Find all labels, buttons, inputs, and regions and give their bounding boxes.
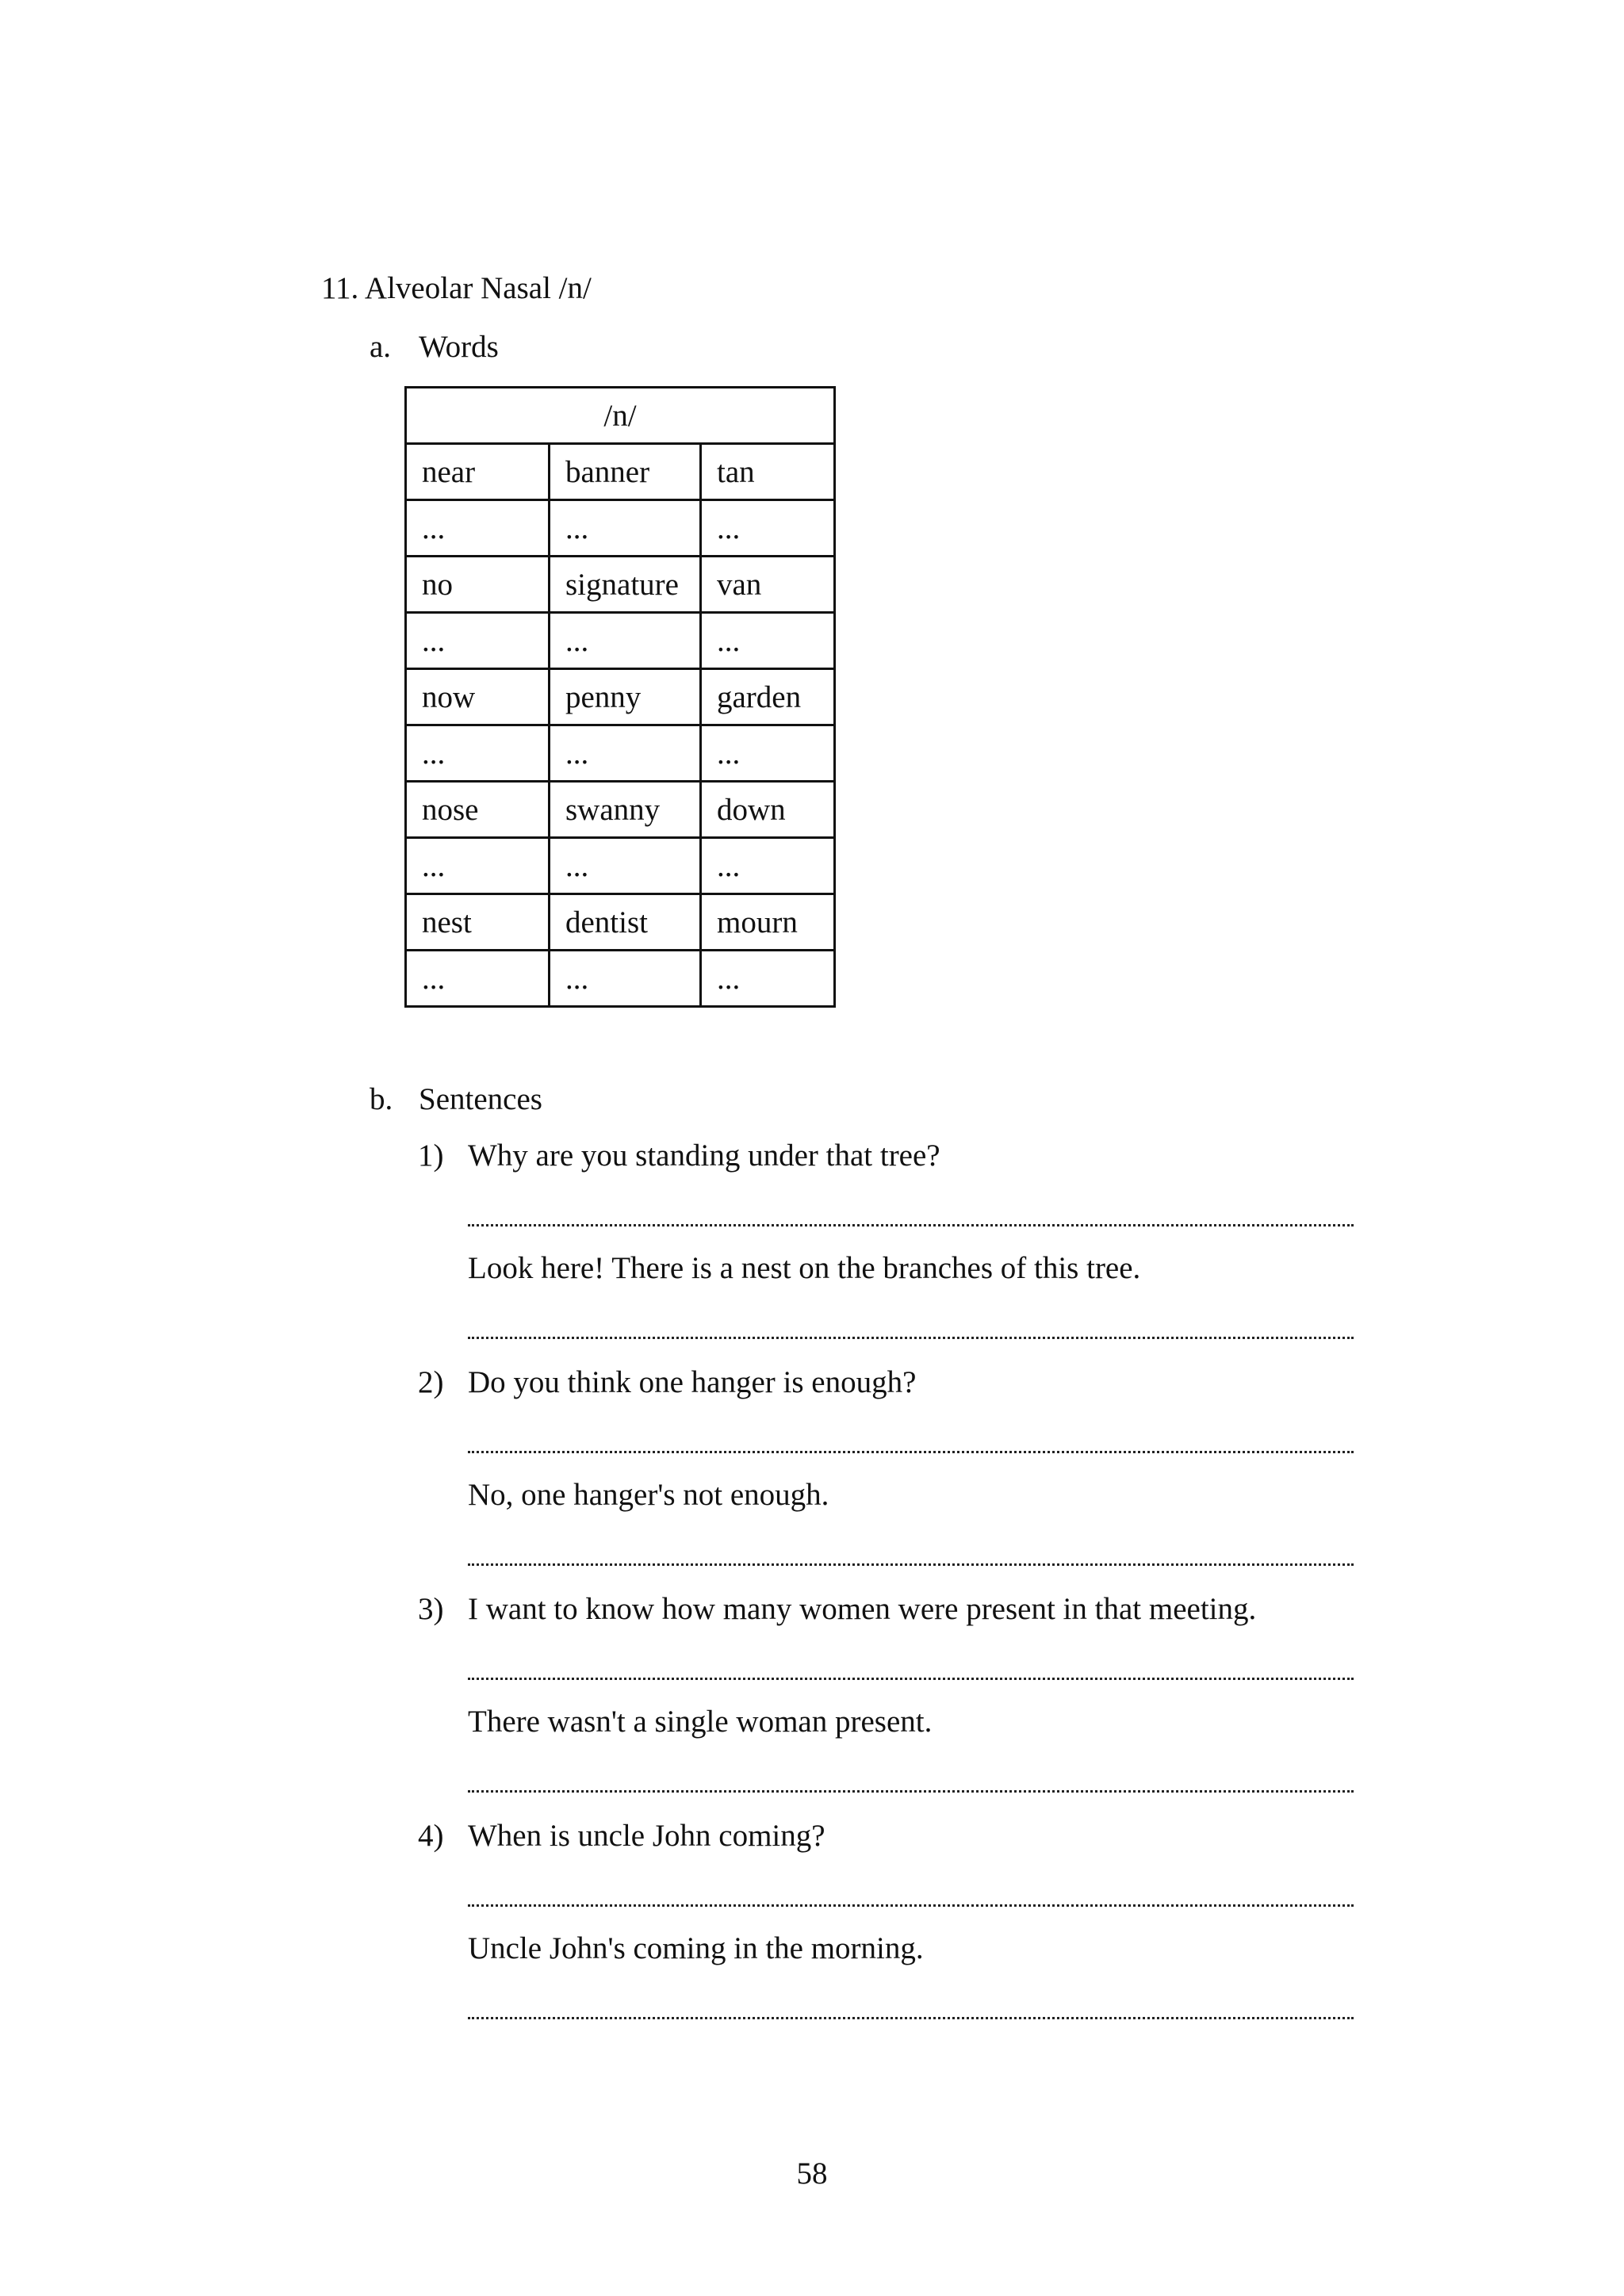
table-cell: no [406,557,550,613]
table-cell: near [406,444,550,500]
table-cell: ... [701,951,835,1007]
table-cell: ... [701,725,835,782]
table-row [406,838,835,894]
table-cell: tan [701,444,835,500]
question-text: I want to know how many women were present in that meeting. [468,1592,1257,1626]
answer-text: Uncle John's coming in the morning. [468,1931,924,1965]
sentences-marker: b. [370,1082,393,1116]
answer-text: There wasn't a single woman present. [468,1705,933,1739]
section-title [321,265,592,312]
sentences-heading [370,1076,542,1123]
table-row [406,557,835,613]
table-cell: ... [406,725,550,782]
table-row [406,500,835,557]
table-cell: swanny [550,782,701,838]
exercise-number: 4) [418,1819,444,1853]
table-row [406,725,835,782]
table-row [406,782,835,838]
words-marker: a. [370,330,392,364]
question-text: When is uncle John coming? [468,1819,825,1853]
table-header: /n/ [406,388,835,444]
table-cell: ... [406,838,550,894]
table-cell: down [701,782,835,838]
answer-line [468,1904,1354,1907]
table-cell: now [406,669,550,725]
table-cell: ... [701,500,835,557]
exercise-number: 1) [418,1138,444,1173]
question-text: Do you think one hanger is enough? [468,1365,917,1399]
table-cell: ... [701,838,835,894]
table-cell: ... [550,725,701,782]
table-cell: penny [550,669,701,725]
table-row [406,444,835,500]
page-number: 58 [796,2156,828,2191]
exercise-number: 2) [418,1365,444,1399]
table-row [406,613,835,669]
table-cell: ... [550,838,701,894]
section-number: 11. [321,271,359,305]
table-cell: ... [406,951,550,1007]
table-cell: ... [406,500,550,557]
table-cell: mourn [701,894,835,951]
words-heading-text: Words [419,330,499,364]
answer-line [468,2017,1354,2019]
table-body [406,444,835,1007]
answer-text: Look here! There is a nest on the branches of this tree. [468,1251,1141,1285]
answer-line [468,1678,1354,1680]
table-cell: banner [550,444,701,500]
answer-line [468,1563,1354,1566]
answer-line [468,1451,1354,1453]
section-title-text: Alveolar Nasal /n/ [364,271,592,305]
question-text: Why are you standing under that tree? [468,1138,940,1173]
table-cell: ... [550,951,701,1007]
table-row [406,951,835,1007]
table-cell: nest [406,894,550,951]
words-heading [370,323,499,371]
table-cell: ... [550,613,701,669]
exercise-number: 3) [418,1592,444,1626]
answer-line [468,1790,1354,1793]
answer-text: No, one hanger's not enough. [468,1478,829,1512]
words-table [404,386,836,1008]
answer-line [468,1224,1354,1226]
table-cell: van [701,557,835,613]
table-cell: dentist [550,894,701,951]
table-cell: nose [406,782,550,838]
sentences-heading-text: Sentences [419,1082,542,1116]
table-cell: ... [550,500,701,557]
table-cell: ... [701,613,835,669]
table-cell: signature [550,557,701,613]
table-row [406,894,835,951]
table-cell: garden [701,669,835,725]
table-header-row [406,388,835,444]
table-row [406,669,835,725]
answer-line [468,1337,1354,1339]
table-cell: ... [406,613,550,669]
